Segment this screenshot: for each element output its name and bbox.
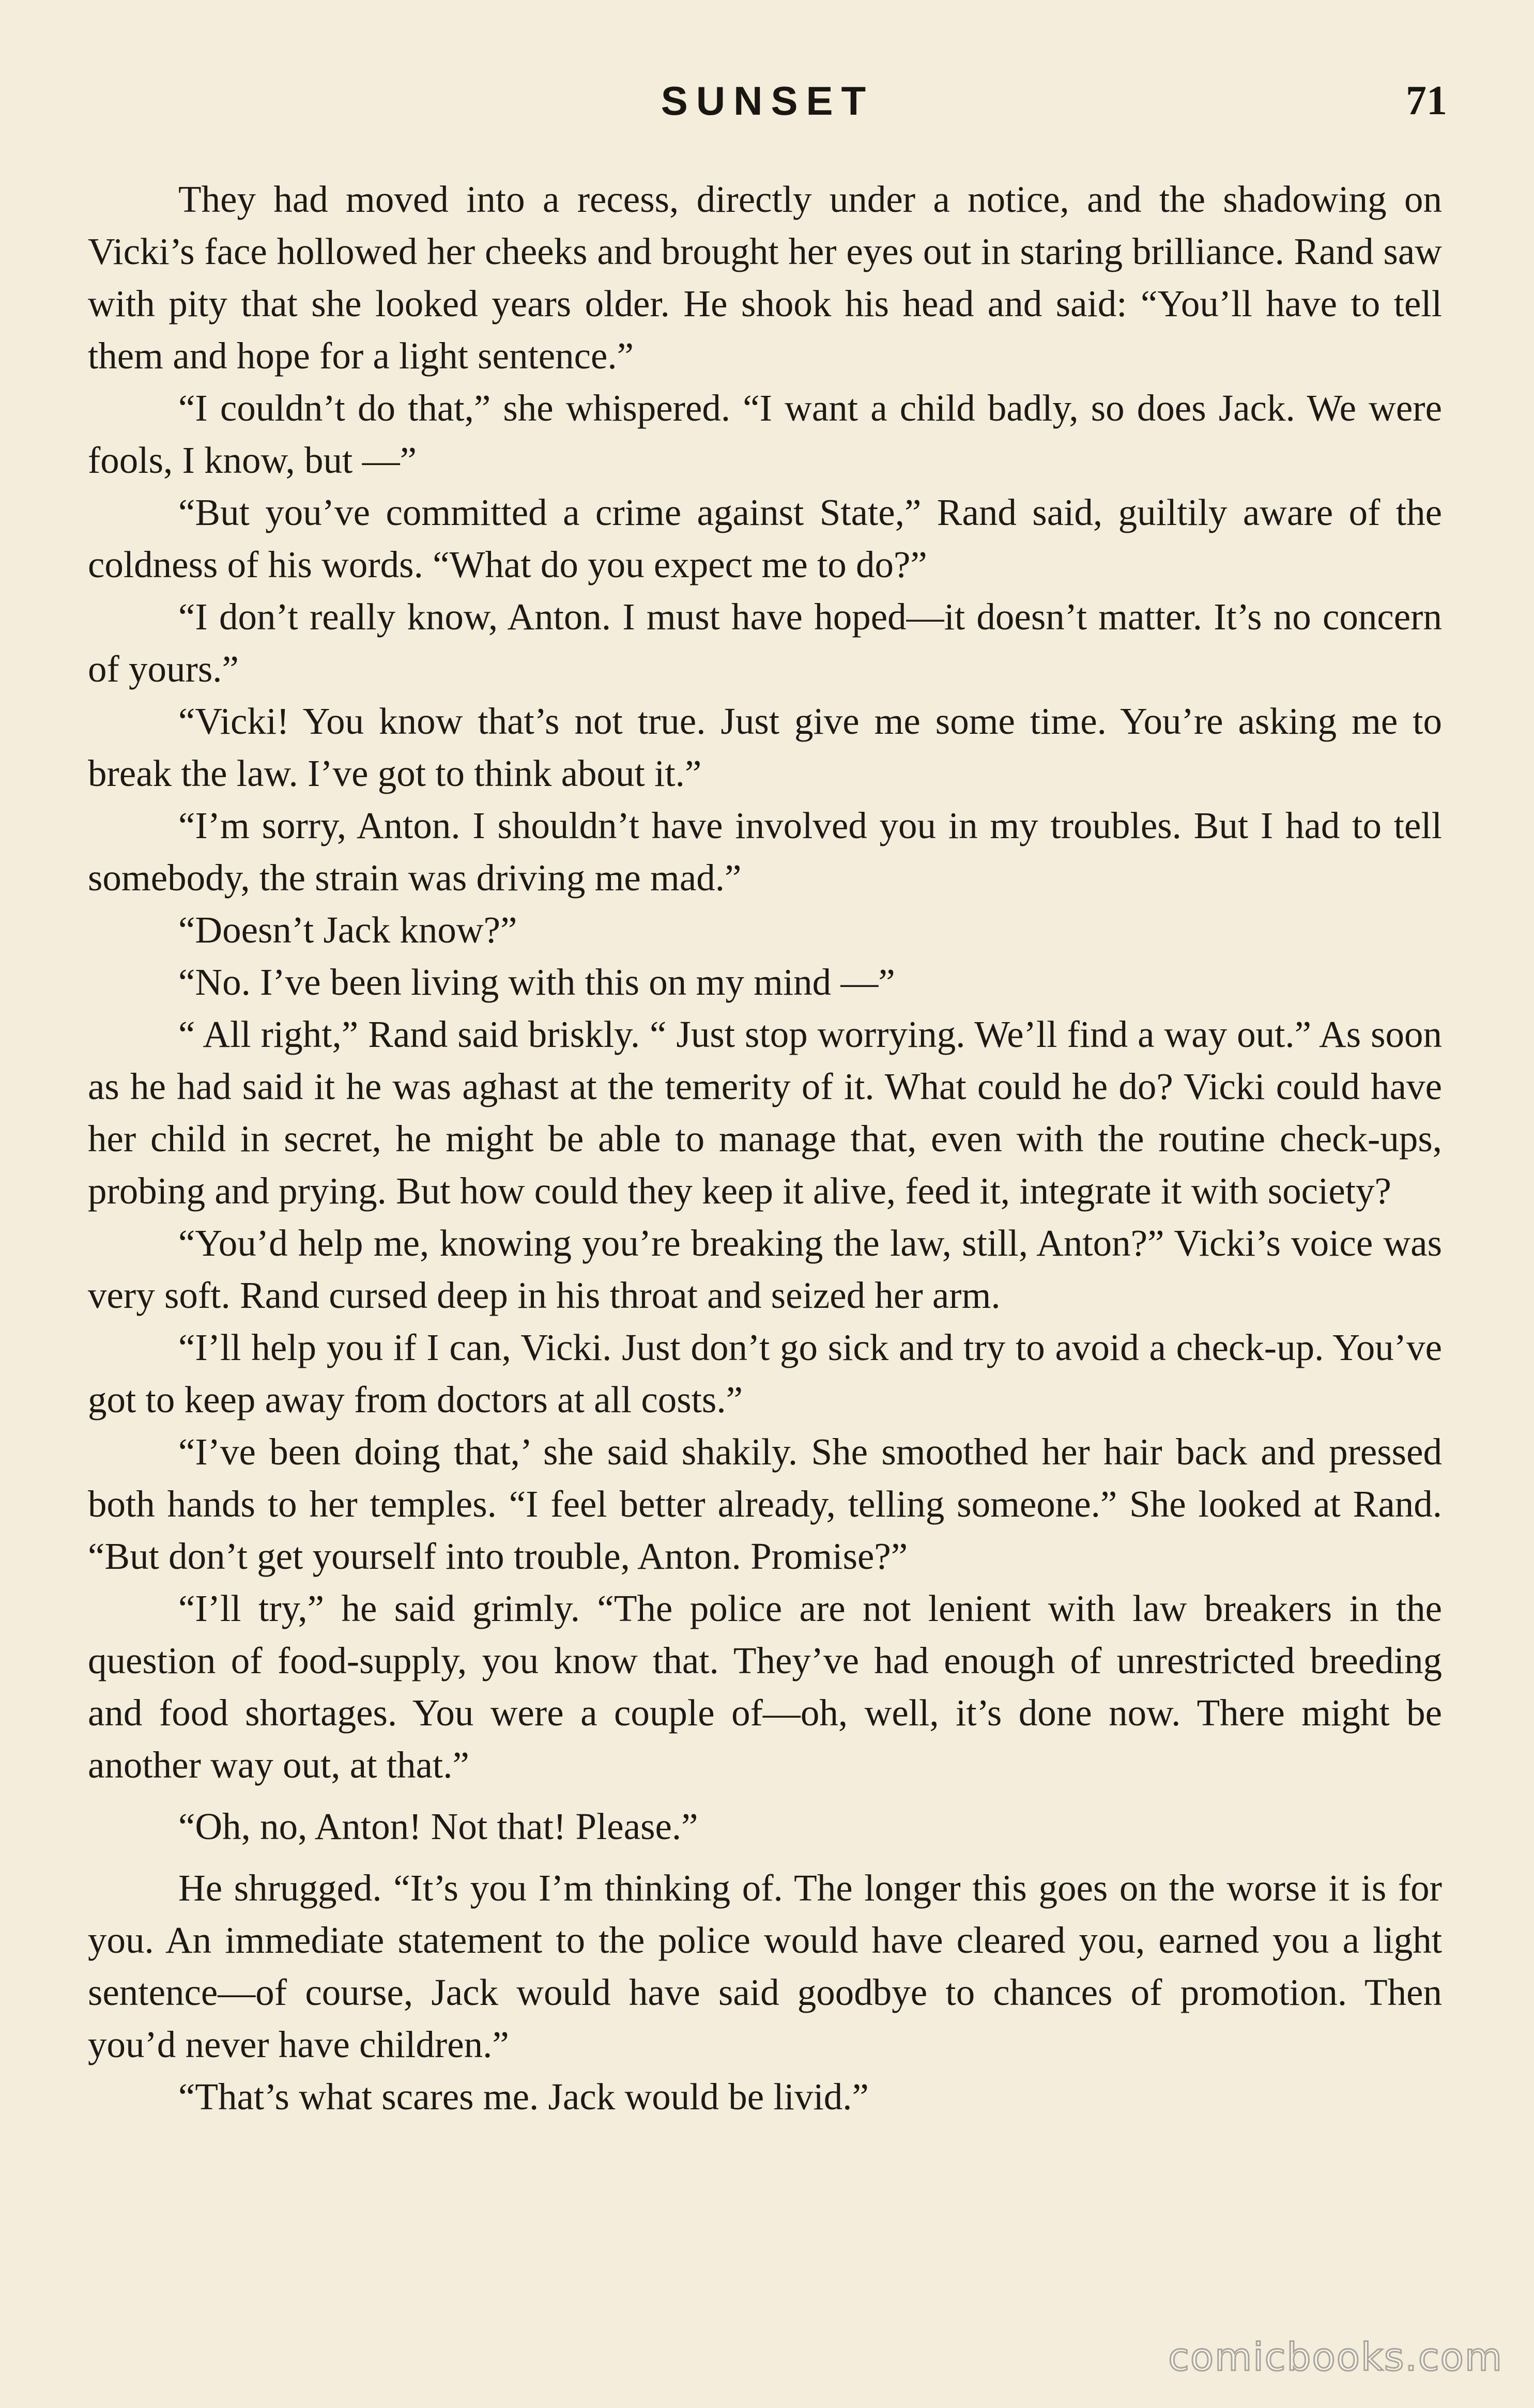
running-title: SUNSET <box>661 78 875 124</box>
paragraph: “No. I’ve been living with this on my mind —” <box>178 961 895 1003</box>
paragraph: They had moved into a recess, directly under a notice, and the shadowing on Vicki’s face hollowed her cheeks and brought her eyes out in staring brilliance. Rand saw with pity that she looked years older. He shook his head and said: “You’ll have to tell them and hope for a light sentence.” <box>88 178 1442 377</box>
paragraph: “I’m sorry, Anton. I shouldn’t have involved you in my troubles. But I had to tell somebody, the strain was driving me mad.” <box>88 805 1442 899</box>
paragraph: “I’ve been doing that,’ she said shakily. She smoothed her hair back and pressed both hands to her temples. “I feel better already, telling someone.” She looked at Rand. “But don’t get yourself into trouble, Anton. Promise?” <box>88 1431 1442 1577</box>
paragraph: “Oh, no, Anton! Not that! Please.” <box>178 1805 698 1847</box>
paragraph: “Vicki! You know that’s not true. Just give me some time. You’re asking me to break the law. I’ve got to think about it.” <box>88 700 1442 794</box>
watermark: comicbooks.com <box>1168 2335 1503 2380</box>
paragraph: He shrugged. “It’s you I’m thinking of. The longer this goes on the worse it is for you. An immediate statement to the police would have cleared you, earned you a light sentence—of course, Jack would have said goodbye to chances of promotion. Then you’d never have children.” <box>88 1867 1442 2065</box>
paragraph: “Doesn’t Jack know?” <box>178 909 517 951</box>
paragraph: “ All right,” Rand said briskly. “ Just stop worrying. We’ll find a way out.” As soon as he had said it he was aghast at the temerity of it. What could he do? Vicki could have her child in secret, he might be able to manage that, even with the routine check-ups, probing and prying. But how could they keep it alive, feed it, integrate it with society? <box>88 1013 1442 1212</box>
body-text <box>88 173 1442 2123</box>
paragraph: “I couldn’t do that,” she whispered. “I want a child badly, so does Jack. We were fools, I know, but —” <box>88 387 1442 481</box>
paragraph: “That’s what scares me. Jack would be livid.” <box>178 2076 869 2118</box>
paragraph: “I don’t really know, Anton. I must have hoped—it doesn’t matter. It’s no concern of yours.” <box>88 596 1442 690</box>
paragraph: “I’ll help you if I can, Vicki. Just don’t go sick and try to avoid a check-up. You’ve got to keep away from doctors at all costs.” <box>88 1326 1442 1421</box>
running-head <box>88 78 1447 134</box>
page-number: 71 <box>1406 78 1447 124</box>
paragraph: “I’ll try,” he said grimly. “The police are not lenient with law breakers in the question of food-supply, you know that. They’ve had enough of unrestricted breeding and food shortages. You were a couple of—oh, well, it’s done now. There might be another way out, at that.” <box>88 1587 1442 1786</box>
paragraph: “But you’ve committed a crime against State,” Rand said, guiltily aware of the coldness of his words. “What do you expect me to do?” <box>88 491 1442 585</box>
paragraph: “You’d help me, knowing you’re breaking the law, still, Anton?” Vicki’s voice was very soft. Rand cursed deep in his throat and seized her arm. <box>88 1222 1442 1316</box>
